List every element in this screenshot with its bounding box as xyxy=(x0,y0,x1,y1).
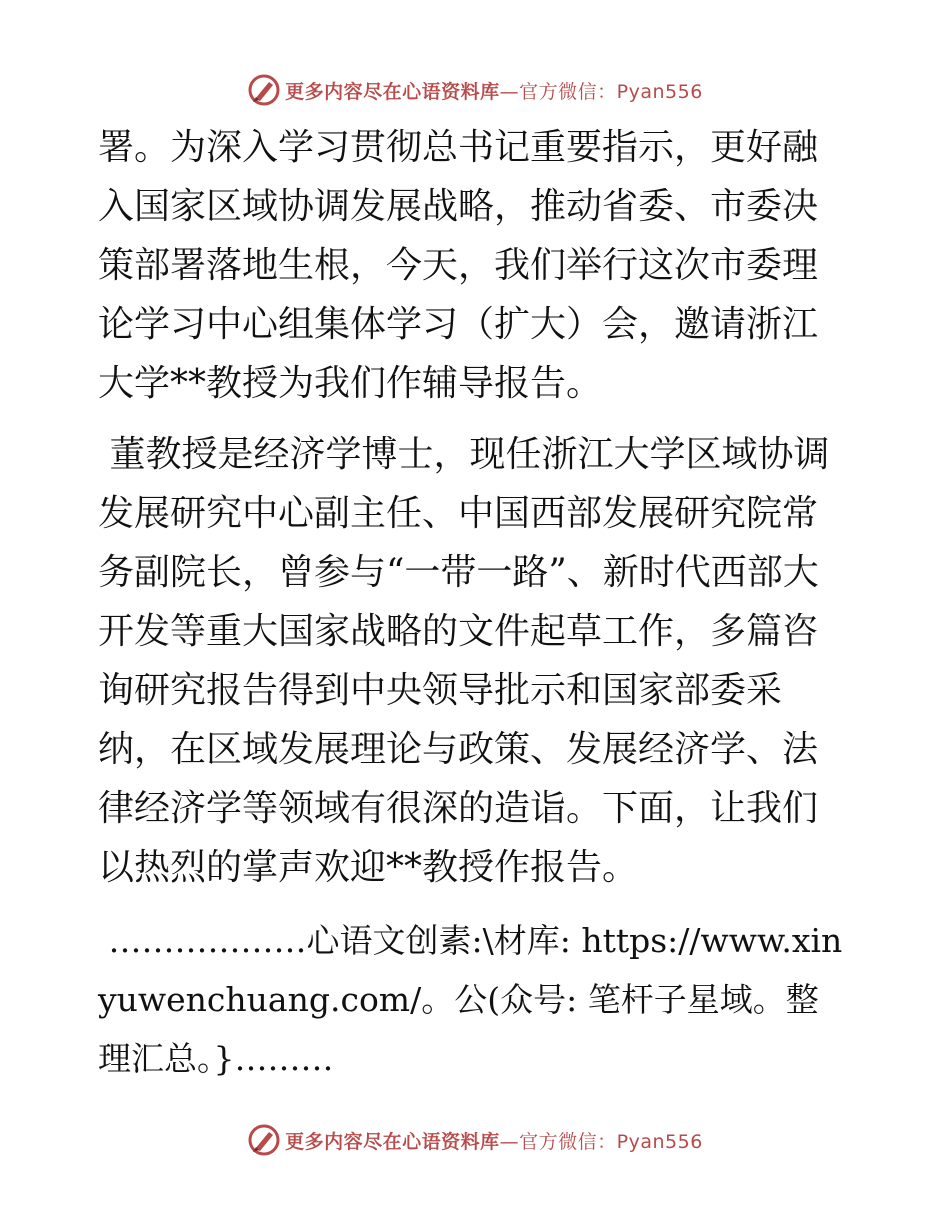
pen-logo-icon xyxy=(247,73,281,107)
paragraph-intro: 署。为深入学习贯彻总书记重要指示，更好融入国家区域协调发展战略，推动省委、市委决策部署落地生根，今天，我们举行这次市委理论学习中心组集体学习（扩大）会，邀请浙江大学**教授为我们作辅导报告。 xyxy=(98,127,819,404)
paragraph-speaker-bio: 董教授是经济学博士，现任浙江大学区域协调发展研究中心副主任、中国西部发展研究院常务副院长，曾参与“一带一路”、新时代西部大开发等重大国家战略的文件起草工作，多篇咨询研究报告得到中央领导批示和国家部委采纳，在区域发展理论与政策、发展经济学、法律经济学等领域有很深的造诣。下面，让我们以热烈的掌声欢迎**教授作报告。 xyxy=(98,434,830,888)
watermark-wechat-text: 官方微信：Pyan556 xyxy=(519,1130,703,1153)
watermark-dash: — xyxy=(499,80,520,103)
footer-watermark xyxy=(0,1120,950,1160)
watermark-main-text: 更多内容尽在心语资料库 xyxy=(285,1130,500,1153)
pen-logo-icon xyxy=(247,1123,281,1157)
document-body xyxy=(98,118,850,1088)
header-watermark xyxy=(0,70,950,110)
watermark-dash: — xyxy=(499,1130,520,1153)
watermark-main-text: 更多内容尽在心语资料库 xyxy=(285,80,500,103)
paragraph-source-note: ………………心语文创素:\材库: https://www.xinyuwenchuang.com/。公(众号: 笔杆子星域。整理汇总。}……… xyxy=(98,921,843,1078)
watermark-wechat-text: 官方微信：Pyan556 xyxy=(519,80,703,103)
